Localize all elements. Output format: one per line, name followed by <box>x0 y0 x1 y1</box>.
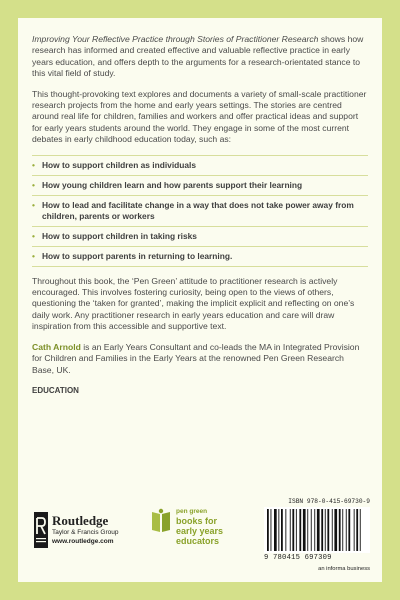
list-item: • How to support children as individuals <box>32 155 368 176</box>
description-paragraph: This thought-provoking text explores and documents a variety of small-scale practitioner research projects from the home and early years settings. The stories are centred around real life for children, families and workers and offer practical ideas and support for early years students around the world. They engage in some of the most current debates in early childhood education today, such as: <box>32 88 367 145</box>
list-item: • How to support children in taking risks <box>32 227 368 247</box>
informa-label: an informa business <box>318 566 370 572</box>
author-name: Cath Arnold <box>32 341 81 352</box>
category-label: EDUCATION <box>32 385 79 395</box>
publisher-group: Taylor & Francis Group <box>52 529 119 536</box>
author-bio <box>32 342 368 376</box>
publisher-url: www.routledge.com <box>52 538 114 545</box>
pen-green-name: pen green <box>176 508 208 515</box>
book-title-italic: Improving Your Reflective Practice through Stories of Practitioner Research <box>32 34 319 44</box>
list-item: • How to lead and facilitate change in a way that does not take power away from children, parents or workers <box>32 196 368 227</box>
pen-green-book-icon <box>150 508 172 534</box>
barcode-number: 9 780415 697309 <box>264 554 332 562</box>
pen-green-paragraph: Throughout this book, the ‘Pen Green’ attitude to practitioner research is actively encouraged. This involves fostering curiosity, being open to the views of others, questioning the ‘taken for granted’, making the implicit explicit and reflecting on one’s daily work. Any practitioner research in early years education and care will draw inspiration from this accessible and supportive text. <box>32 275 355 332</box>
routledge-logo-icon <box>34 512 48 548</box>
pen-green-line3: educators <box>176 536 220 546</box>
publisher-block <box>52 514 118 546</box>
isbn-label: ISBN 978-0-415-69730-9 <box>288 498 370 505</box>
author-bio-text: is an Early Years Consultant and co-leads the MA in Integrated Provision for Children and Families in the Early Years at the renowned Pen Green Research Base, UK. <box>32 341 360 375</box>
isbn-barcode-block <box>264 498 370 570</box>
list-item: • How young children learn and how parents support their learning <box>32 176 368 196</box>
publisher-name: Routledge <box>52 513 109 528</box>
intro-text: shows how research has informed and created effective and valuable reflective practice in early years education, and offers depth to the arguments for a research-orientated stance to this vital field of study. <box>32 34 364 79</box>
pen-green-series <box>176 508 223 546</box>
pen-green-line1: books for <box>176 516 218 526</box>
cover-footer <box>18 486 382 582</box>
back-cover-panel <box>18 18 382 582</box>
barcode-icon <box>264 507 370 553</box>
list-item: • How to support parents in returning to learning. <box>32 247 368 267</box>
pen-green-line2: early years <box>176 526 224 536</box>
intro-paragraph <box>32 34 368 80</box>
topics-list <box>32 155 368 267</box>
blurb-content <box>32 34 368 396</box>
